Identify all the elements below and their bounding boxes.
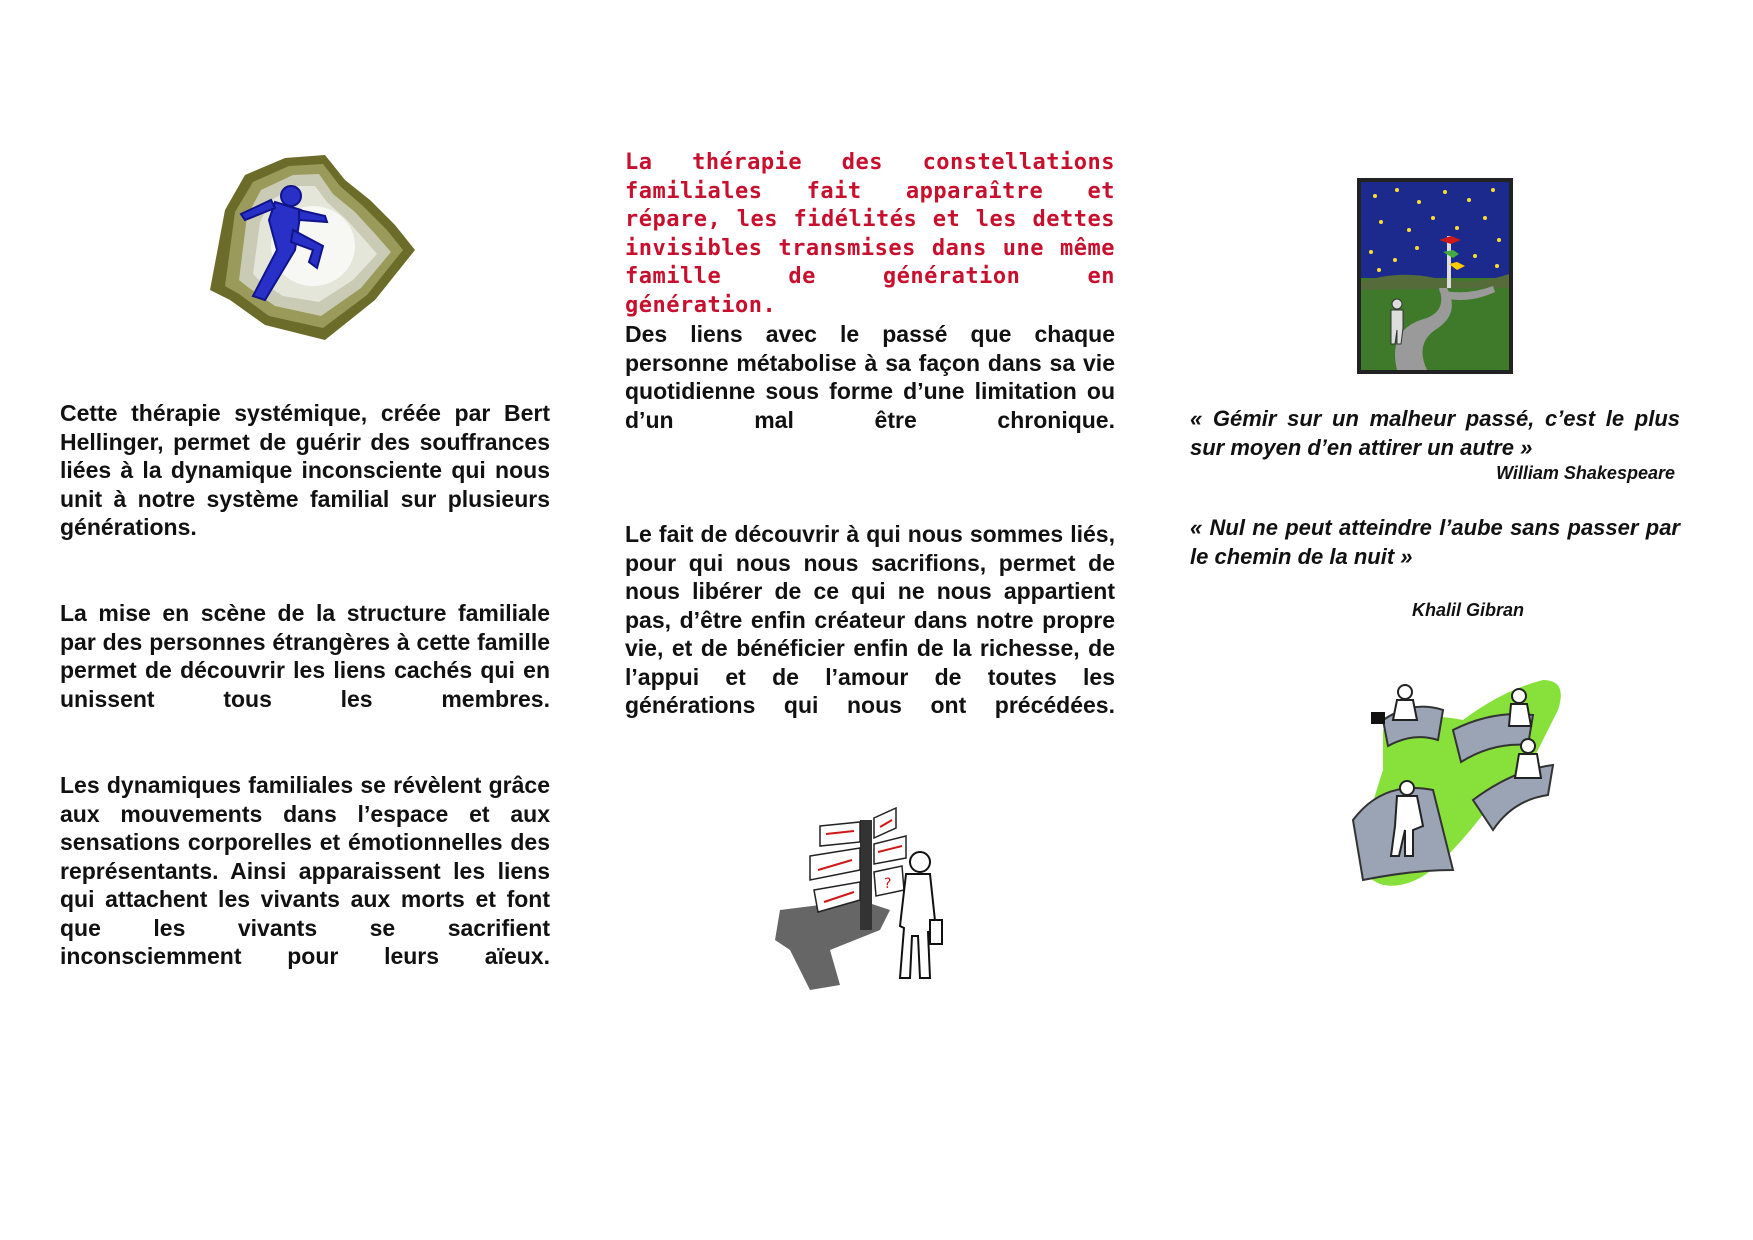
starry-night-path-icon <box>1357 178 1513 374</box>
gibran-quote: « Nul ne peut atteindre l’aube sans passer par le chemin de la nuit » <box>1190 515 1680 569</box>
shakespeare-author: William Shakespeare <box>1496 463 1675 483</box>
intro-paragraph: Cette thérapie systémique, créée par Bert Hellinger, permet de guérir des souffrances liées à la dynamique inconsciente qui nous unit à notre système familial sur plusieurs générations. <box>60 400 550 540</box>
dynamics-paragraph: Les dynamiques familiales se révèlent grâce aux mouvements dans l’espace et aux sensations corporelles et émotionnelles des représentants. Ainsi apparaissent les liens qui attachent les vivants aux morts et font que les vivants se sacrifient inconsciemment pour leurs aïeux. <box>60 772 550 969</box>
shakespeare-quote: « Gémir sur un malheur passé, c’est le plus sur moyen d’en attirer un autre » <box>1190 406 1680 460</box>
middle-column <box>625 149 1115 349</box>
diverging-paths-icon <box>1343 670 1573 900</box>
discovery-paragraph: Le fait de découvrir à qui nous sommes liés, pour qui nous nous sacrifions, permet de nous libérer de ce qui ne nous appartient pas, d’être enfin créateur dans notre propre vie, et de bénéficier enfin de la richesse, de l’appui et de l’amour de toutes les générations qui nous ont précédées. <box>625 521 1115 718</box>
right-column <box>1190 405 1680 462</box>
climbing-figure-icon <box>205 150 420 345</box>
svg-text:?: ? <box>884 876 892 892</box>
staging-paragraph: La mise en scène de la structure familiale par des personnes étrangères à cette famille permet de découvrir les liens cachés qui en unissent tous les membres. <box>60 600 550 712</box>
left-column <box>60 399 550 570</box>
gibran-author: Khalil Gibran <box>1412 600 1525 620</box>
signpost-figure-icon <box>770 800 960 995</box>
headline: La thérapie des constellations familiales fait apparaître et répare, les fidélités et les dettes invisibles transmises dans une même famille de génération en génération. <box>625 150 1115 318</box>
past-links-paragraph: Des liens avec le passé que chaque personne métabolise à sa façon dans sa vie quotidienne sous forme d’une limitation ou d’un mal être chronique. <box>625 321 1115 433</box>
